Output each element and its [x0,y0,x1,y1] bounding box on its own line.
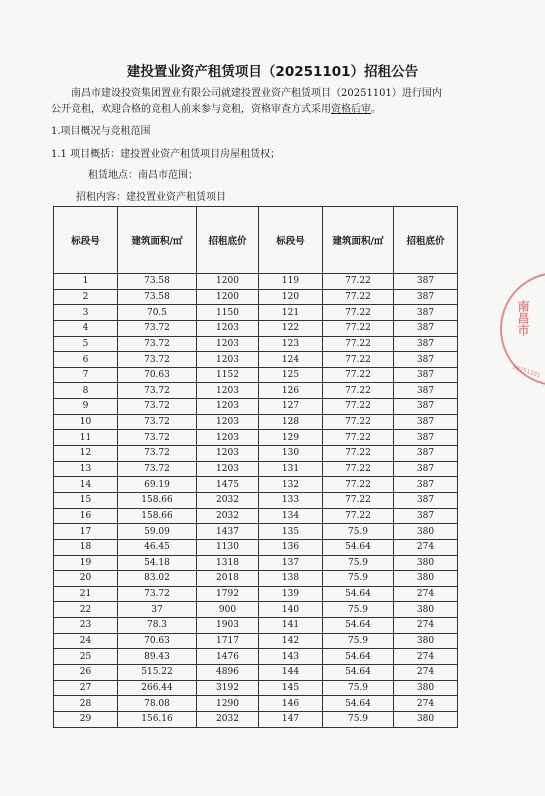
cell-lot-number: 22 [54,602,118,618]
table-row [54,352,458,368]
cell-reserve-price: 387 [394,508,458,524]
cell-floor-area: 89.43 [118,649,197,665]
cell-floor-area: 515.22 [118,665,197,681]
cell-lot-number: 5 [54,336,118,352]
cell-floor-area: 158.66 [118,492,197,508]
cell-lot-number: 130 [259,446,323,462]
cell-floor-area: 73.72 [118,383,197,399]
cell-reserve-price: 274 [394,665,458,681]
cell-lot-number: 137 [259,555,323,571]
cell-reserve-price: 387 [394,305,458,321]
table-row [54,586,458,602]
cell-lot-number: 29 [54,711,118,727]
cell-lot-number: 139 [259,586,323,602]
rental-content: 招租内容：建投置业资产租赁项目 [76,192,226,203]
cell-reserve-price: 1152 [197,367,259,383]
cell-floor-area: 73.72 [118,399,197,415]
cell-floor-area: 77.22 [323,492,394,508]
cell-floor-area: 77.22 [323,446,394,462]
section-heading-1-1: 1.1 项目概括：建投置业资产租赁项目房屋租赁权； [51,149,281,160]
cell-floor-area: 77.22 [323,305,394,321]
cell-floor-area: 37 [118,602,197,618]
table-row [54,430,458,446]
cell-floor-area: 75.9 [323,555,394,571]
cell-floor-area: 59.09 [118,524,197,540]
cell-reserve-price: 1130 [197,539,259,555]
qualification-method: 资格后审 [331,103,371,115]
cell-lot-number: 26 [54,665,118,681]
cell-reserve-price: 1203 [197,399,259,415]
cell-floor-area: 73.72 [118,336,197,352]
cell-reserve-price: 387 [394,446,458,462]
cell-floor-area: 54.64 [323,696,394,712]
cell-floor-area: 78.08 [118,696,197,712]
table-row [54,274,458,290]
cell-lot-number: 21 [54,586,118,602]
cell-reserve-price: 2018 [197,571,259,587]
cell-reserve-price: 380 [394,524,458,540]
page-title: 建投置业资产租赁项目（20251101）招租公告 [126,64,419,80]
cell-lot-number: 20 [54,571,118,587]
cell-floor-area: 54.64 [323,665,394,681]
cell-lot-number: 144 [259,665,323,681]
cell-reserve-price: 1150 [197,305,259,321]
cell-floor-area: 73.72 [118,352,197,368]
cell-floor-area: 77.22 [323,352,394,368]
table-row [54,399,458,415]
table-row [54,649,458,665]
cell-reserve-price: 1203 [197,352,259,368]
cell-reserve-price: 380 [394,602,458,618]
table-row [54,555,458,571]
table-row [54,446,458,462]
section-heading-1: 1.项目概况与竞租范围 [51,126,151,137]
rental-table [53,206,458,728]
table-body [54,274,458,728]
table-row [54,477,458,493]
table-row [54,602,458,618]
cell-floor-area: 77.22 [323,367,394,383]
cell-floor-area: 77.22 [323,320,394,336]
cell-floor-area: 158.66 [118,508,197,524]
cell-lot-number: 133 [259,492,323,508]
cell-lot-number: 140 [259,602,323,618]
cell-reserve-price: 2032 [197,492,259,508]
cell-lot-number: 136 [259,539,323,555]
cell-lot-number: 12 [54,446,118,462]
cell-lot-number: 18 [54,539,118,555]
cell-floor-area: 77.22 [323,383,394,399]
cell-floor-area: 75.9 [323,571,394,587]
cell-lot-number: 135 [259,524,323,540]
cell-lot-number: 25 [54,649,118,665]
cell-reserve-price: 1203 [197,414,259,430]
table-row [54,508,458,524]
cell-reserve-price: 274 [394,586,458,602]
intro-line-2 [51,102,451,118]
cell-reserve-price: 387 [394,320,458,336]
cell-reserve-price: 2032 [197,508,259,524]
cell-lot-number: 131 [259,461,323,477]
cell-reserve-price: 387 [394,336,458,352]
cell-lot-number: 119 [259,274,323,290]
cell-lot-number: 145 [259,680,323,696]
cell-reserve-price: 1200 [197,289,259,305]
header-lot-number: 标段号 [259,207,323,274]
cell-floor-area: 77.22 [323,289,394,305]
cell-floor-area: 70.63 [118,633,197,649]
cell-reserve-price: 387 [394,289,458,305]
cell-floor-area: 73.72 [118,414,197,430]
cell-reserve-price: 387 [394,399,458,415]
cell-lot-number: 120 [259,289,323,305]
table-row [54,711,458,727]
cell-floor-area: 73.58 [118,274,197,290]
cell-lot-number: 121 [259,305,323,321]
cell-reserve-price: 1903 [197,618,259,634]
cell-lot-number: 146 [259,696,323,712]
table-row [54,571,458,587]
cell-floor-area: 75.9 [323,633,394,649]
cell-reserve-price: 387 [394,430,458,446]
cell-floor-area: 70.5 [118,305,197,321]
cell-lot-number: 14 [54,477,118,493]
cell-reserve-price: 1203 [197,336,259,352]
cell-reserve-price: 387 [394,477,458,493]
cell-floor-area: 77.22 [323,508,394,524]
header-reserve-price: 招租底价 [394,207,458,274]
cell-lot-number: 122 [259,320,323,336]
seal-text: 南昌市 [516,300,530,336]
cell-floor-area: 77.22 [323,477,394,493]
cell-floor-area: 54.64 [323,618,394,634]
cell-lot-number: 123 [259,336,323,352]
cell-reserve-price: 387 [394,352,458,368]
cell-lot-number: 16 [54,508,118,524]
cell-floor-area: 75.9 [323,711,394,727]
cell-lot-number: 124 [259,352,323,368]
table-row [54,367,458,383]
table-row [54,696,458,712]
cell-floor-area: 73.72 [118,446,197,462]
cell-reserve-price: 1203 [197,446,259,462]
intro-line-2-suffix: 。 [371,103,381,115]
cell-floor-area: 77.22 [323,336,394,352]
cell-lot-number: 128 [259,414,323,430]
cell-floor-area: 73.72 [118,586,197,602]
cell-reserve-price: 1203 [197,430,259,446]
cell-reserve-price: 387 [394,367,458,383]
intro-line-2-prefix: 公开竞租，欢迎合格的竞租人前来参与竞租，资格审查方式采用 [51,103,331,115]
rental-location: 租赁地点：南昌市范围； [88,170,198,181]
cell-reserve-price: 1475 [197,477,259,493]
cell-reserve-price: 380 [394,555,458,571]
cell-lot-number: 24 [54,633,118,649]
cell-lot-number: 7 [54,367,118,383]
cell-lot-number: 127 [259,399,323,415]
cell-reserve-price: 1318 [197,555,259,571]
cell-lot-number: 27 [54,680,118,696]
cell-lot-number: 17 [54,524,118,540]
cell-reserve-price: 1203 [197,320,259,336]
intro-paragraph [51,86,451,117]
cell-reserve-price: 1437 [197,524,259,540]
cell-floor-area: 73.72 [118,430,197,446]
table-row [54,289,458,305]
cell-reserve-price: 387 [394,274,458,290]
cell-lot-number: 141 [259,618,323,634]
cell-floor-area: 77.22 [323,414,394,430]
cell-reserve-price: 274 [394,539,458,555]
cell-reserve-price: 1200 [197,274,259,290]
cell-reserve-price: 387 [394,461,458,477]
cell-floor-area: 46.45 [118,539,197,555]
cell-reserve-price: 900 [197,602,259,618]
table-row [54,305,458,321]
table-row [54,633,458,649]
table-row [54,383,458,399]
cell-floor-area: 77.22 [323,430,394,446]
table-row [54,524,458,540]
cell-reserve-price: 380 [394,571,458,587]
table-row [54,414,458,430]
cell-reserve-price: 387 [394,383,458,399]
cell-floor-area: 70.63 [118,367,197,383]
header-lot-number: 标段号 [54,207,118,274]
cell-lot-number: 8 [54,383,118,399]
cell-reserve-price: 1203 [197,383,259,399]
header-floor-area: 建筑面积/㎡ [323,207,394,274]
cell-floor-area: 78.3 [118,618,197,634]
table-row [54,320,458,336]
cell-lot-number: 2 [54,289,118,305]
cell-lot-number: 9 [54,399,118,415]
cell-floor-area: 75.9 [323,680,394,696]
cell-floor-area: 54.18 [118,555,197,571]
table-row [54,680,458,696]
cell-lot-number: 3 [54,305,118,321]
cell-lot-number: 10 [54,414,118,430]
table-row [54,618,458,634]
cell-lot-number: 13 [54,461,118,477]
cell-reserve-price: 274 [394,696,458,712]
cell-floor-area: 266.44 [118,680,197,696]
cell-floor-area: 69.19 [118,477,197,493]
cell-reserve-price: 1290 [197,696,259,712]
cell-lot-number: 28 [54,696,118,712]
cell-floor-area: 75.9 [323,602,394,618]
cell-floor-area: 73.58 [118,289,197,305]
cell-floor-area: 156.16 [118,711,197,727]
cell-lot-number: 143 [259,649,323,665]
intro-line-1: 南昌市建设投资集团置业有限公司就建投置业资产租赁项目（20251101）进行国内 [71,88,442,99]
cell-reserve-price: 3192 [197,680,259,696]
table-row [54,539,458,555]
cell-lot-number: 147 [259,711,323,727]
table-row [54,461,458,477]
cell-lot-number: 129 [259,430,323,446]
cell-reserve-price: 380 [394,711,458,727]
table-row [54,492,458,508]
cell-lot-number: 126 [259,383,323,399]
cell-reserve-price: 380 [394,680,458,696]
cell-floor-area: 54.64 [323,539,394,555]
cell-floor-area: 83.02 [118,571,197,587]
cell-lot-number: 138 [259,571,323,587]
cell-reserve-price: 387 [394,492,458,508]
header-floor-area: 建筑面积/㎡ [118,207,197,274]
cell-floor-area: 73.72 [118,461,197,477]
table-row [54,665,458,681]
cell-lot-number: 15 [54,492,118,508]
cell-reserve-price: 4896 [197,665,259,681]
cell-lot-number: 11 [54,430,118,446]
cell-lot-number: 125 [259,367,323,383]
cell-floor-area: 77.22 [323,461,394,477]
cell-reserve-price: 380 [394,633,458,649]
cell-floor-area: 73.72 [118,320,197,336]
cell-reserve-price: 1203 [197,461,259,477]
cell-floor-area: 75.9 [323,524,394,540]
cell-reserve-price: 1476 [197,649,259,665]
cell-lot-number: 134 [259,508,323,524]
table-row [54,336,458,352]
cell-lot-number: 4 [54,320,118,336]
cell-reserve-price: 1717 [197,633,259,649]
cell-floor-area: 54.64 [323,649,394,665]
cell-lot-number: 132 [259,477,323,493]
header-reserve-price: 招租底价 [197,207,259,274]
cell-floor-area: 77.22 [323,274,394,290]
cell-lot-number: 23 [54,618,118,634]
cell-reserve-price: 2032 [197,711,259,727]
cell-reserve-price: 1792 [197,586,259,602]
seal-number: 20251101 [511,363,542,380]
table-header-row [54,207,458,274]
cell-reserve-price: 387 [394,414,458,430]
cell-floor-area: 77.22 [323,399,394,415]
cell-lot-number: 19 [54,555,118,571]
cell-floor-area: 54.64 [323,586,394,602]
cell-reserve-price: 274 [394,618,458,634]
cell-lot-number: 6 [54,352,118,368]
cell-lot-number: 1 [54,274,118,290]
cell-reserve-price: 274 [394,649,458,665]
cell-lot-number: 142 [259,633,323,649]
